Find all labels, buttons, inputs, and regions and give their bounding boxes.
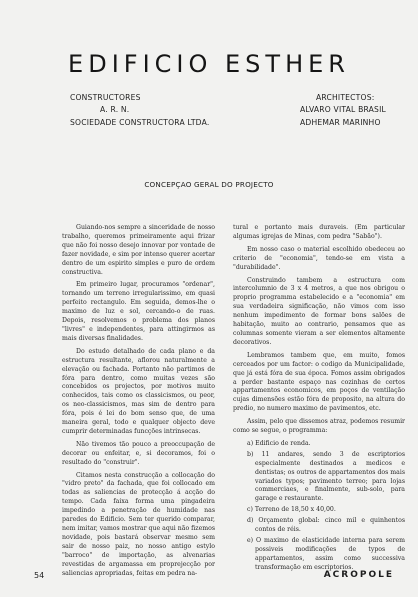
body-paragraph: Não tivemos tão pouco a preoccupação de decorar ou enfeitar, e, si decoramos, foi o resultado do "construir". bbox=[62, 440, 215, 466]
section-heading: CONCEPÇAO GERAL DO PROJECTO bbox=[144, 180, 274, 189]
body-paragraph: Citamos nesta construcção a collocação do "vidro preto" da fachada, que foi collocado em todas as saliencias de protecção á acção do tempo. Cada faixa forma uma pingadeira impedindo a penetração de humidade nas paredes do Edificio. Sem ter querido comparar, nem imitar, vamos mostrar que aqui não fizemos novidade, pois bastará observar mesmo sem sair de nosso paiz, no nosso antigo estylo "barroco" de importação, as alvenarias revestidas de argamassa em proprejecção por saliencias apropriadas, feitas em pedra na- bbox=[62, 471, 215, 577]
constructors-credit bbox=[70, 92, 260, 129]
body-paragraph: Em nosso caso o material escolhido obedeceu ao criterio de "economia", tendo-se em vista a "durabilidade". bbox=[233, 245, 405, 271]
program-item: a) Edificio de renda. bbox=[247, 439, 311, 447]
body-paragraph: Guiando-nos sempre a sinceridade de nosso trabalho, queremos primeiramente aqui frizar que não foi nosso desejo innovar por vontade de fazer novidade, e sim por intenso querer acertar dentro de um espirito simples e puro de ordem constructiva. bbox=[62, 224, 215, 276]
constructor-name: A. R. N. bbox=[100, 105, 130, 115]
constructors-heading: CONSTRUCTORES bbox=[70, 93, 141, 102]
program-item: d) Orçamento global: cinco mil e quinhentos contos de réis. bbox=[247, 517, 405, 534]
body-paragraph: Assim, pelo que dissemos atraz, podemos resumir como se segue, o programma: bbox=[233, 418, 405, 435]
program-item: c) Terreno de 18,50 x 40,00. bbox=[247, 506, 336, 514]
page-number: 54 bbox=[34, 571, 45, 580]
body-paragraph: Construindo tambem a estructura com intercolumnio de 3 x 4 metros, a que nos obrigou o proprio programma estabelecido e a "economia" em sua verdadeira significação, não vimos com isso nenhum impedimento de formar bons salões de habitação, muito ao contrario, pensamos que as columnas somente vieram a ser elementos altamente decorativos. bbox=[233, 276, 405, 346]
body-paragraph: Em primeiro lugar, procuramos "ordenar", tornando um terreno irregularissimo, em quasi perfeito rectangulo. Em seguida, demos-lhe o maximo de luz e sol, cercando-o de ruas. Depois, resolvemos o problema dos planos "livres" e independentes, para attingirmos as mais diversas finalidades. bbox=[62, 281, 215, 342]
program-item: b) 11 andares, sendo 3 de escriptorios especialmente destinados a medicos e dentistas; os outros de appartamentos dos mais variados typos; pavimento terreo; para lojas commerciaes, e finalmente, sub-solo, para garage e restaurante. bbox=[247, 450, 405, 503]
article-title: EDIFICIO ESTHER bbox=[68, 50, 350, 79]
program-list bbox=[247, 439, 405, 573]
program-item: e) O maximo de elasticidade interna para serem possiveis modificações de typos de appartamentos, assim como successiva transformação em escriptorios. bbox=[247, 537, 405, 571]
architect-name: ALVARO VITAL BRASIL bbox=[300, 105, 386, 115]
architect-name: ADHEMAR MARINHO bbox=[300, 117, 381, 127]
constructor-company: SOCIEDADE CONSTRUCTORA LTDA. bbox=[70, 117, 210, 127]
left-column bbox=[62, 224, 215, 582]
magazine-name: ACROPOLE bbox=[323, 570, 394, 580]
architects-heading: ARCHITECTOS: bbox=[316, 93, 375, 102]
right-column bbox=[233, 224, 405, 575]
body-paragraph: tural e portanto mais duraveis. (Em particular algumas igrejas de Minas, com pedra "Sabão"). bbox=[233, 224, 405, 240]
body-paragraph: Do estudo detalhado de cada plano e da estructura resultante, aflorou naturalmente a elevação ou fachada. Portanto não partimos de fóra para dentro, como muitas vezes são concebidos os projectos, por motivos muito conhecidos, tais como os classicismos, ou peor, os neo-classicismos, mas sim de dentro para fóra, pois é lei do bom senso que, de uma maneira geral, todo e qualquer objecto deve cumprir determinadas funcções intrinsecas. bbox=[62, 347, 215, 435]
architects-credit bbox=[300, 92, 418, 129]
body-paragraph: Lembramos tambem que, em muito, fomos cerceados por um factor: o codigo da Municipalidade, que já está fóra de sua época. Fomos assim obrigados a perder bastante espaço nas cozinhas de certos appartamentos economicos, em poços de ventilação cujas dimensões estão fóra de proposito, na altura do predio, no numero maximo de pavimentos, etc. bbox=[233, 351, 405, 413]
